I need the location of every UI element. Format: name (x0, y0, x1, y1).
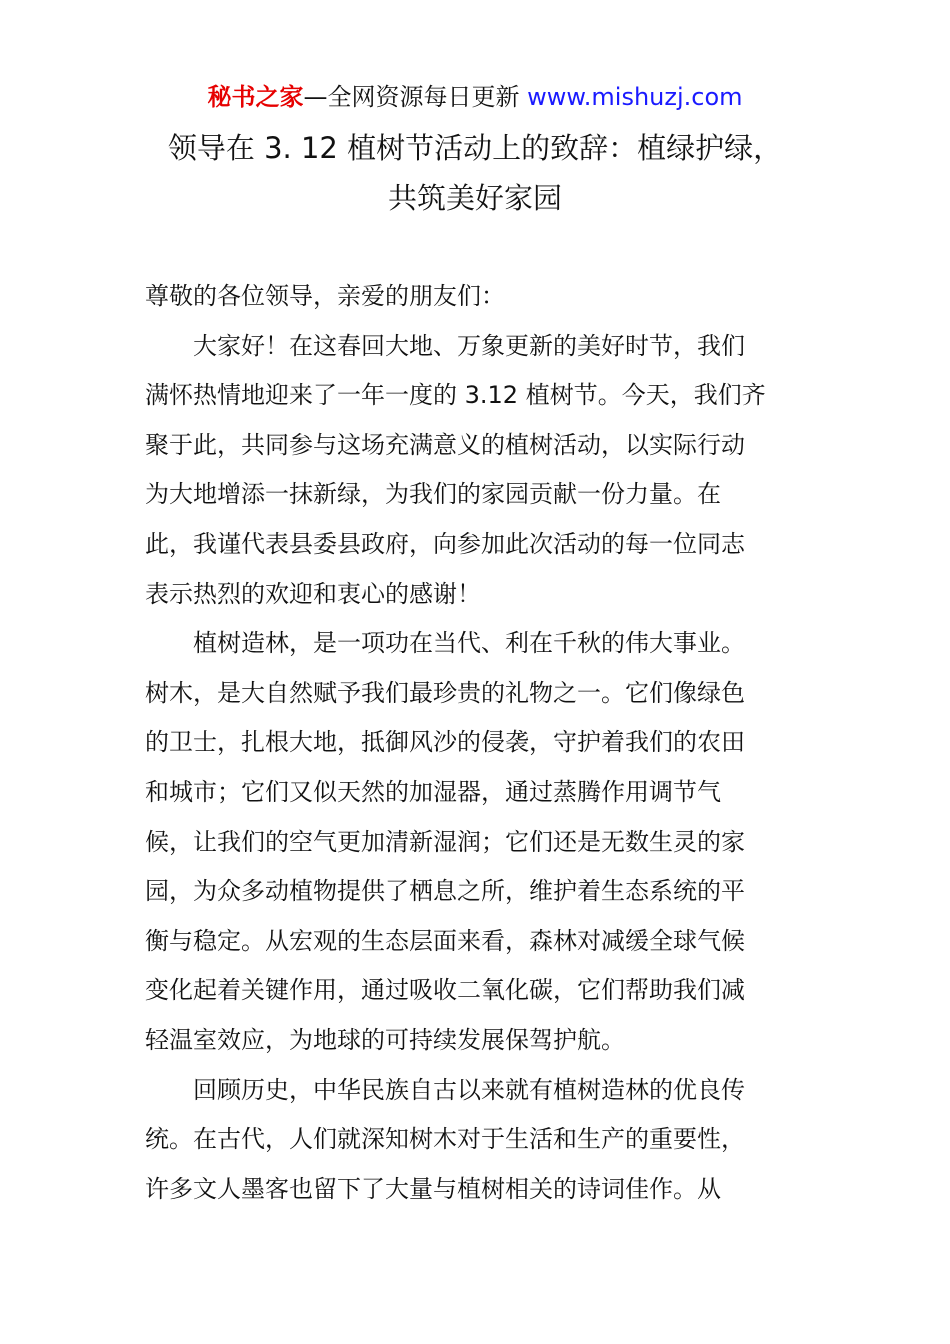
paragraph-line: 大家好！在这春回大地、万象更新的美好时节，我们 (193, 331, 745, 360)
header-tagline: —全网资源每日更新 (303, 83, 528, 111)
paragraph-1 (145, 322, 810, 620)
salutation: 尊敬的各位领导，亲爱的朋友们： (145, 282, 505, 310)
paragraph-line: 聚于此，共同参与这场充满意义的植树活动，以实际行动 (145, 430, 745, 459)
paragraph-line: 的卫士，扎根大地，抵御风沙的侵袭，守护着我们的农田 (145, 728, 745, 757)
paragraph-line: 表示热烈的欢迎和衷心的感谢！ (145, 579, 481, 608)
paragraph-line: 轻温室效应，为地球的可持续发展保驾护航。 (145, 1025, 625, 1054)
paragraph-line: 衡与稳定。从宏观的生态层面来看，森林对减缓全球气候 (145, 926, 745, 955)
site-url[interactable]: www.mishuzj.com (527, 83, 743, 111)
document-body (145, 272, 810, 1214)
paragraph-line: 统。在古代，人们就深知树木对于生活和生产的重要性， (145, 1125, 745, 1154)
paragraph-line: 回顾历史，中华民族自古以来就有植树造林的优良传 (193, 1075, 745, 1104)
paragraph-line: 候，让我们的空气更加清新湿润；它们还是无数生灵的家 (145, 827, 745, 856)
paragraph-2 (145, 619, 810, 1065)
document-title-line-2: 共筑美好家园 (387, 181, 562, 215)
paragraph-line: 变化起着关键作用，通过吸收二氧化碳，它们帮助我们减 (145, 976, 745, 1005)
paragraph-line: 树木，是大自然赋予我们最珍贵的礼物之一。它们像绿色 (145, 678, 745, 707)
paragraph-line: 此，我谨代表县委县政府，向参加此次活动的每一位同志 (145, 529, 745, 558)
paragraph-line: 园，为众多动植物提供了栖息之所，维护着生态系统的平 (145, 877, 745, 906)
paragraph-line: 满怀热情地迎来了一年一度的 3.12 植树节。今天，我们齐 (145, 381, 766, 410)
paragraph-line: 和城市；它们又似天然的加湿器，通过蒸腾作用调节气 (145, 777, 721, 806)
site-header (0, 80, 950, 114)
paragraph-3 (145, 1066, 810, 1215)
paragraph-line: 植树造林，是一项功在当代、利在千秋的伟大事业。 (193, 629, 745, 658)
paragraph-line: 为大地增添一抹新绿，为我们的家园贡献一份力量。在 (145, 480, 721, 509)
document-title-line-1: 领导在 3. 12 植树节活动上的致辞：植绿护绿， (167, 131, 783, 165)
paragraph-line: 许多文人墨客也留下了大量与植树相关的诗词佳作。从 (145, 1174, 721, 1203)
brand-name: 秘书之家 (207, 83, 304, 111)
